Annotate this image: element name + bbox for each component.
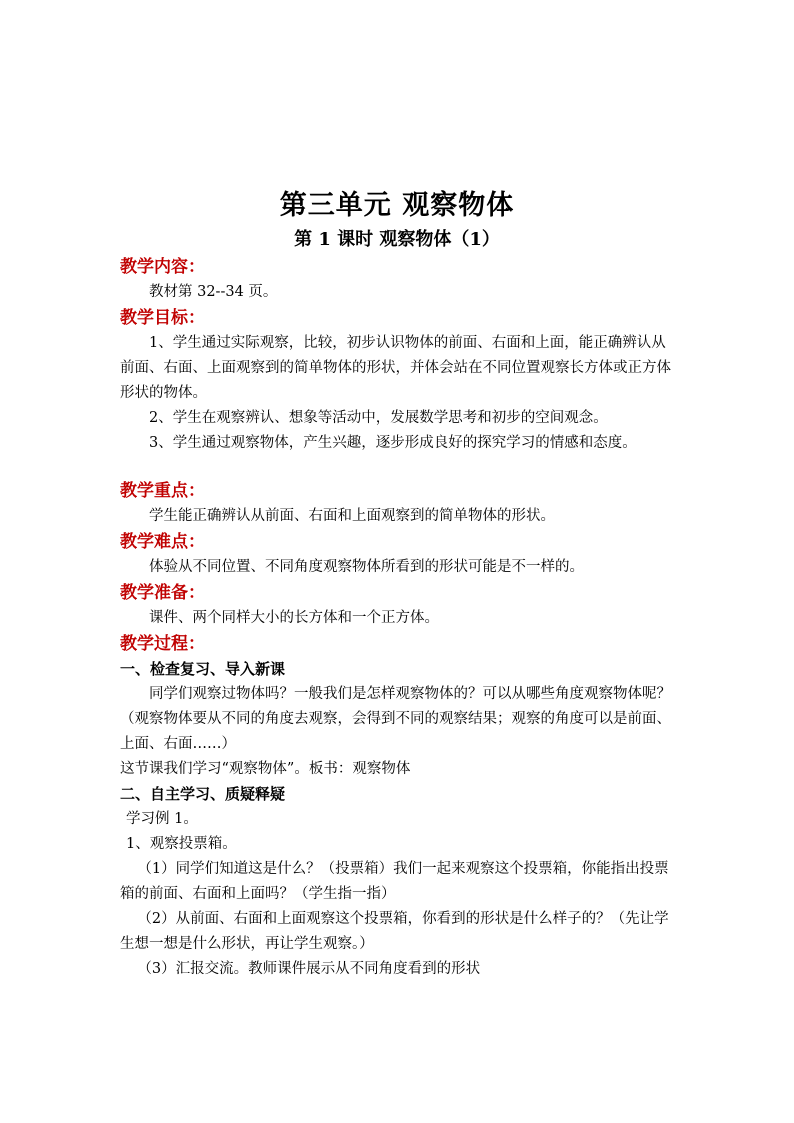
goal-item: 2、学生在观察辨认、想象等活动中，发展数学思考和初步的空间观念。: [149, 410, 608, 426]
difficulty-text: 体验从不同位置、不同角度观察物体所看到的形状可能是不一样的。: [149, 559, 584, 575]
key-text: 学生能正确辨认从前面、右面和上面观察到的简单物体的形状。: [149, 508, 555, 524]
prep-heading: 教学准备：: [120, 583, 205, 603]
spacer: [120, 456, 680, 478]
section1-paragraph: 同学们观察过物体吗？一般我们是怎样观察物体的？可以从哪些角度观察物体呢？（观察物体要从不同的角度去观察，会得到不同的观察结果；观察的角度可以是前面、上面、右面……）: [120, 686, 671, 752]
prep-text: 课件、两个同样大小的长方体和一个正方体。: [149, 610, 439, 626]
section1-heading: 一、检查复习、导入新课: [120, 660, 286, 678]
document-body: [120, 254, 680, 982]
difficulty-heading: 教学难点：: [120, 532, 205, 552]
document-title: 第三单元 观察物体: [279, 190, 515, 221]
section2-question: （1）同学们知道这是什么？（投票箱）我们一起来观察这个投票箱，你能指出投票箱的前面、右面和上面吗？（学生指一指）: [120, 861, 669, 902]
goal-item: 1、学生通过实际观察，比较，初步认识物体的前面、右面和上面，能正确辨认从前面、右面、上面观察到的简单物体的形状，并体会站在不同位置观察长方体或正方体形状的物体。: [120, 335, 671, 401]
content-heading: 教学内容：: [120, 257, 205, 277]
section1-paragraph: 这节课我们学习“观察物体”。板书：观察物体: [120, 761, 411, 777]
goal-item: 3、学生通过观察物体，产生兴趣，逐步形成良好的探究学习的情感和态度。: [149, 435, 637, 451]
section2-step: 1、观察投票箱。: [126, 836, 237, 852]
section2-heading: 二、自主学习、质疑释疑: [120, 785, 286, 803]
section2-question: （3）汇报交流。教师课件展示从不同角度看到的形状: [137, 961, 481, 977]
section2-example: 学习例 1。: [126, 811, 198, 827]
process-heading: 教学过程：: [120, 634, 205, 654]
key-heading: 教学重点：: [120, 481, 205, 501]
content-text: 教材第 32--34 页。: [149, 284, 278, 300]
goals-heading: 教学目标：: [120, 308, 205, 328]
section2-question: （2）从前面、右面和上面观察这个投票箱，你看到的形状是什么样子的？（先让学生想一想是什么形状，再让学生观察。）: [120, 911, 669, 952]
lesson-subtitle: 第 1 课时 观察物体（1）: [294, 229, 500, 250]
